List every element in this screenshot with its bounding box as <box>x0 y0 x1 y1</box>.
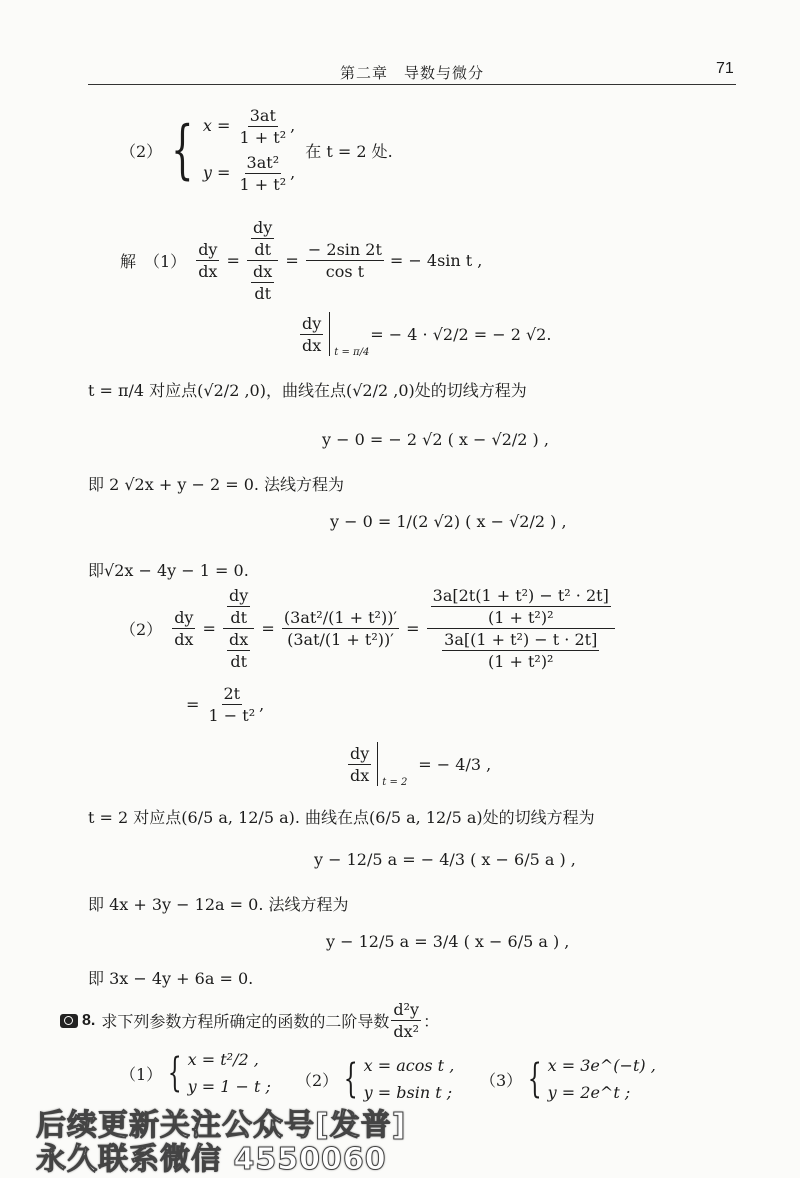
item-1-line1: x = t²/2 , <box>187 1050 259 1069</box>
solution-2-evaluation <box>346 742 491 786</box>
magnifier-icon <box>60 1014 78 1028</box>
dy-dt-over-dx-dt: $\frac{\frac{dy}{dt}}{\frac{dx}{dt}}$ <box>247 218 278 303</box>
s2-eval-dy-dx: $\frac{dy}{dx}$ <box>350 743 370 785</box>
header-rule <box>88 84 736 85</box>
y-fraction: $\frac{\text{3at²}}{\text{1 + t²}}$ <box>239 153 287 194</box>
item-2-label: （2） <box>296 1070 339 1090</box>
s2-eval-bar: t = 2 <box>377 742 418 786</box>
item-2-line2: y = bsin t ; <box>363 1083 453 1102</box>
eval-bar: t = π/4 <box>329 312 370 356</box>
solution-1-normal-intro: 即 2 √2x + y − 2 = 0. 法线方程为 <box>88 475 345 494</box>
item-1-line2: y = 1 − t ; <box>187 1077 271 1096</box>
exercise-8-text: 求下列参数方程所确定的函数的二阶导数 <box>101 1012 390 1031</box>
solution-2-tangent: y − 12/5 a = − 4/3 ( x − 6/5 a ) , <box>314 850 576 869</box>
item-3-label: （3） <box>480 1070 523 1090</box>
solution-1-label: 解 （1） <box>120 252 187 271</box>
item-3-equations <box>548 1056 656 1102</box>
second-derivative-fraction: $\frac{\text{d²y}}{\text{dx²}}$ <box>393 1000 420 1041</box>
watermark-line-1: 后续更新关注公众号[发普] <box>36 1108 407 1143</box>
system-y-row: y = $\frac{\text{3at²}}{\text{1 + t²}}$ , <box>202 153 296 194</box>
dy-dx-fraction: $\frac{dy}{dx}$ <box>198 240 218 281</box>
solution-2-normal-eq: y − 12/5 a = 3/4 ( x − 6/5 a ) , <box>326 932 570 951</box>
solution-2-normal-result: 即 3x − 4y + 6a = 0. <box>88 969 254 988</box>
item-2-equations <box>364 1056 455 1102</box>
trig-result: = − 4sin t , <box>389 251 483 270</box>
watermark-line-2: 永久联系微信 4550060 <box>36 1142 387 1177</box>
exercise-8-colon: ： <box>423 1012 440 1031</box>
x-eq: x = <box>202 116 231 135</box>
item-2-brace: { <box>343 1056 358 1102</box>
solution-2-point: t = 2 对应点(6/5 a, 12/5 a). 曲线在点(6/5 a, 12/5 a)处的切线方程为 <box>88 808 595 827</box>
item-3-brace: { <box>527 1056 542 1102</box>
eval-dy-dx: $\frac{dy}{dx}$ <box>302 313 322 355</box>
item-1-equations <box>188 1050 271 1096</box>
item-2-line1: x = acos t , <box>363 1056 455 1075</box>
exercise-8-number: 8. <box>82 1011 96 1029</box>
exercise-8-item-2 <box>296 1056 454 1102</box>
problem-2-label: （2） <box>120 141 163 161</box>
solution-1-derivative: 解 （1） $\frac{dy}{dx}$ = $\frac{\frac{dy}{dt}}{\frac{dx}{dt}}$ = $\frac{- 2\sin 2t}{\text{cos t}}$ = − 4sin t , <box>120 218 483 303</box>
s2-eval-result: = − 4/3 , <box>418 754 492 774</box>
system-brace: { <box>171 113 194 187</box>
x-fraction: $\frac{3at}{\text{1 + t²}}$ <box>239 106 287 147</box>
trig-fraction: $\frac{- 2\sin 2t}{\text{cos t}}$ <box>307 240 382 281</box>
problem-2-system <box>120 106 393 194</box>
system-x-row: x = $\frac{3at}{\text{1 + t²}}$ , <box>202 106 296 147</box>
solution-2-normal-intro: 即 4x + 3y − 12a = 0. 法线方程为 <box>88 895 349 914</box>
running-header: 第二章 导数与微分 <box>340 64 485 82</box>
problem-2-condition: 在 t = 2 处. <box>305 141 393 161</box>
eval-result: = − 4 · √2/2 = − 2 √2. <box>370 324 552 344</box>
item-3-line2: y = 2e^t ; <box>547 1083 631 1102</box>
exercise-8-item-3 <box>480 1056 656 1102</box>
system-equations <box>203 106 295 194</box>
item-3-line1: x = 3e^(−t) , <box>547 1056 656 1075</box>
solution-1-normal-result: 即√2x − 4y − 1 = 0. <box>88 561 249 580</box>
page-number: 71 <box>716 60 734 77</box>
solution-2-label: （2） <box>120 620 163 639</box>
item-1-brace: { <box>167 1050 182 1096</box>
exercise-8-heading <box>60 1000 439 1041</box>
s2-dy-dx: $\frac{dy}{dx}$ <box>174 608 194 649</box>
exercise-8-item-1 <box>120 1050 271 1096</box>
solution-1-normal-eq: y − 0 = 1/(2 √2) ( x − √2/2 ) , <box>330 512 567 531</box>
s2-prime-fraction: $\frac{\text{(3at²/(1 + t²))′}}{\text{(3at/(1 + t²))′}}$ <box>283 608 398 649</box>
s2-dydt-dxdt: $\frac{\frac{dy}{dt}}{\frac{dx}{dt}}$ <box>223 586 254 671</box>
solution-2-simplified: = $\frac{2t}{\text{1 − t²}}$ , <box>186 684 265 725</box>
solution-2-derivative: （2） $\frac{dy}{dx}$ = $\frac{\frac{dy}{dt}}{\frac{dx}{dt}}$ = $\frac{\text{(3at²/(1 + t²))′}}{\text{(3at/(1 + t²))′}}$ = $\frac{\frac{\text{3a[2t(1 + t²) − t² · 2t]}}{\text{(1 + t²)²}}}{\frac{\text{3a[(1 + t²) − t · 2t]}}{\text{(1 + t²)²}}}$ <box>120 586 617 671</box>
item-1-label: （1） <box>120 1064 163 1084</box>
solution-1-tangent: y − 0 = − 2 √2 ( x − √2/2 ) , <box>322 430 549 449</box>
y-eq: y = <box>202 163 231 182</box>
simplified-fraction: $\frac{2t}{\text{1 − t²}}$ <box>208 684 256 725</box>
s2-big-fraction: $\frac{\frac{\text{3a[2t(1 + t²) − t² · 2t]}}{\text{(1 + t²)²}}}{\frac{\text{3a[(1 + t²) − t · 2t]}}{\text{(1 + t²)²}}}$ <box>427 586 615 671</box>
solution-1-evaluation <box>298 312 551 356</box>
solution-1-point: t = π/4 对应点(√2/2 ,0)，曲线在点(√2/2 ,0)处的切线方程为 <box>88 381 527 400</box>
